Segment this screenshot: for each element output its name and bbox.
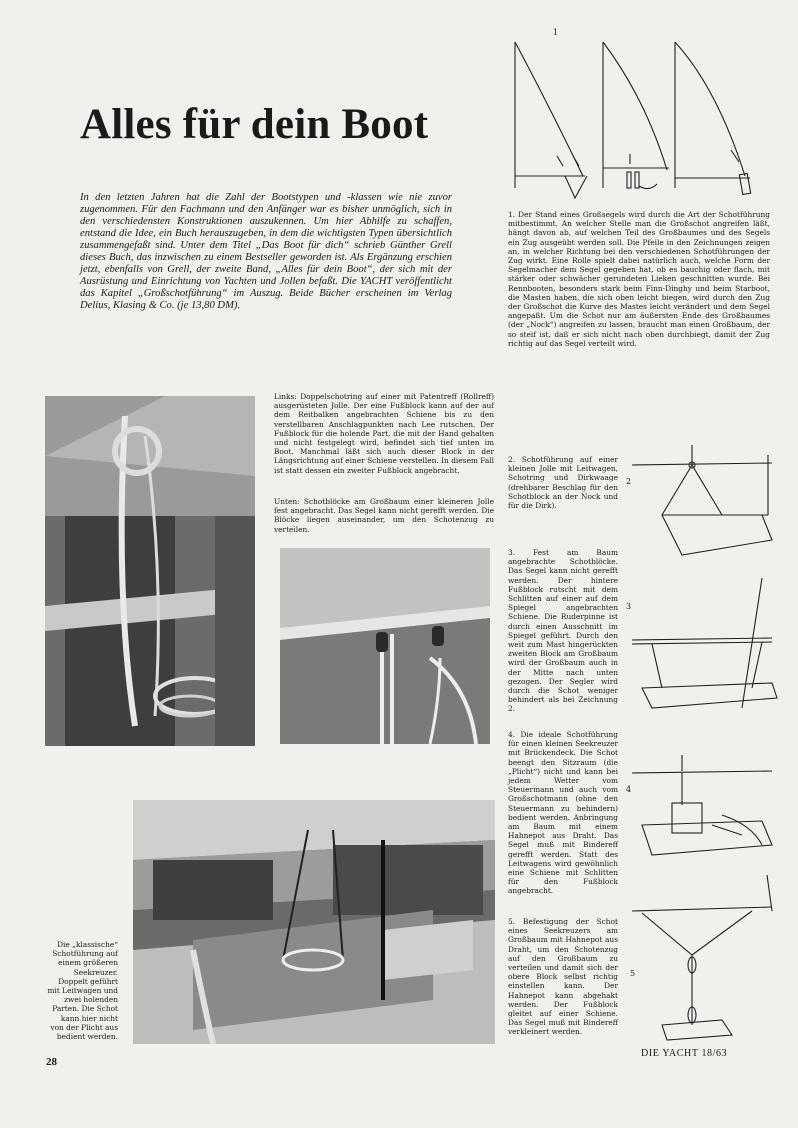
figure-2-number: 2 (626, 477, 632, 486)
figure-1-drawing (505, 28, 775, 208)
figure-3-caption: 3. Fest am Baum angebrachte Schotblöcke. Das Segel kann nicht gerefft werden. Der hintere Fußblock rutscht mit dem Schlitten auf einer auf dem Spiegel angebrachten Schiene. Die Ruderpinne ist durch einen Ausschnitt im Spiegel geführt. Durch den weit zum Mast hingerückten zweiten Block am Großbaum wird der Großbaum auch in der Mitte nach unten gezogen. Der Segler wird durch die Schot weniger behindert als bei Zeichnung 2. (508, 548, 618, 714)
figure-4-caption: 4. Die ideale Schotführung für einen kleinen Seekreuzer mit Brückendeck. Die Schot beengt den Sitzraum (die „Plicht“) nicht und kann bei jedem Wetter vom Steuermann und auch vom Großschotmann (ohne den Steuermann zu behindern) bedient werden. Anbringung am Baum mit einem Hahnepot aus Draht. Das Segel muß mit Bindereff gerefft werden. Statt des Leitwagens wird gewöhnlich eine Schiene mit Schlitten für den Fußblock angebracht. (508, 730, 618, 896)
figure-5-caption: 5. Befestigung der Schot eines Seekreuzers am Großbaum mit Hahnepot aus Draht, um den Schotenzug auf den Großbaum zu verteilen und damit sich der obere Block selbst richtig einstellen kann. Der Hahnepot kann abgehakt werden. Der Fußblock gleitet auf einer Schiene. Das Segel muß mit Bindereff verkleinert werden. (508, 917, 618, 1037)
figure-3-number: 3 (626, 602, 632, 611)
photo-boom-blocks (280, 548, 490, 744)
figure-5-drawing (622, 875, 782, 1045)
photo-left-caption: Links: Doppelschotring auf einer mit Patentreff (Rollreff) ausgerüsteten Jolle. Der eine Fußblock kann auf der auf dem Reitbalken angebrachten Schiene bis zu den verstellbaren Anschlagpunkten nach Lee rutschen. Der Fußblock für die holende Part, die mit der Hand gehalten und nicht festgelegt wird, befindet sich tief unten im Boot. Manchmal läßt sich auch dieser Block in der Längsrichtung auf einer Schiene verstellen. In diesem Fall ist statt dessen ein zweiter Fußblock angebracht. (274, 392, 494, 475)
page-footer: DIE YACHT 18/63 (641, 1048, 728, 1059)
photo-under-caption: Unten: Schotblöcke am Großbaum einer kleineren Jolle fest angebracht. Das Segel kann nicht gerefft werden. Die Blöcke liegen auseinander, um den Schotenzug zu verteilen. (274, 497, 494, 534)
figure-3-drawing (622, 578, 782, 723)
figure-2-caption: 2. Schotführung auf einer kleinen Jolle mit Leitwagen, Schotring und Dirkwaage (drehbarer Beschlag für den Schotblock an der Nock und für die Dirk). (508, 455, 618, 511)
figure-4-number: 4 (626, 785, 632, 794)
photo-bottom-caption: Die „klassische“ Schotführung auf einem größeren Seekreuzer. Doppelt geführt mit Leitwagen und zwei holenden Parten. Die Schot kann hier nicht von der Plicht aus bedient werden. (47, 940, 118, 1042)
figure-1-number: 1 (553, 28, 559, 37)
figure-5-number: 5 (630, 969, 636, 978)
figure-2-drawing (622, 445, 782, 570)
photo-classic-sheet-cruiser (133, 800, 495, 1044)
figure-1-caption: 1. Der Stand eines Großsegels wird durch die Art der Schotführung mitbestimmt. An welcher Stelle man die Großschot angreifen läßt, hängt davon ab, auf welchen Teil des Großbaumes und des Segels ein Zug ausgeübt werden soll. Die Pfeile in den Zeichnungen zeigen an, in welcher Richtung bei den verschiedenen Schotführungen der Zug wirkt. Eine Rolle spielt dabei natürlich auch, welche Form der Segelmacher dem Segel gegeben hat, ob es bauchig oder flach, mit stärker oder schwächer gerundeten Lieken geschnitten wurde. Bei Rennbooten, besonders stark beim Finn-Dinghy und beim Starboot, die Masten haben, die sich oben leicht biegen, wird durch den Zug der Großschot die Kurve des Mastes leicht verändert und dem Segel angepaßt. Um die Schot nur am äußersten Ende des Großbaumes (der „Nock“) angreifen zu lassen, braucht man einen Großbaum, der so steif ist, daß er sich nicht nach oben durchbiegt, damit der Zug richtig auf das Segel verteilt wird. (508, 210, 770, 348)
page-number: 28 (46, 1056, 57, 1068)
photo-double-sheet-ring (45, 396, 255, 746)
sail-diagrams (505, 28, 775, 208)
article-title: Alles für dein Boot (80, 101, 429, 148)
article-intro: In den letzten Jahren hat die Zahl der Bootstypen und -klassen wie nie zuvor zugenommen. Für den Fachmann und den Anfänger war es bisher unmöglich, sich in den verschiedensten Konstruktionen auszukennen. Um hier Abhilfe zu schaffen, entstand die Idee, ein Buch herauszugeben, in dem die wichtigsten Typen übersichtlich zusammengefaßt sind. Unter dem Titel „Das Boot für dich“ schrieb Günther Grell dieses Buch, das inzwischen zu einem Bestseller geworden ist. Als Ergänzung erschien jetzt, ebenfalls von Grell, der zweite Band, „Alles für dein Boot“, der sich mit der Ausrüstung und Einrichtung von Yachten und Jollen befaßt. Die YACHT veröffentlicht das Kapitel „Großschotführung“ im Auszug. Beide Bücher erscheinen im Verlag Delius, Klasing & Co. (je 13,80 DM). (80, 192, 452, 311)
figure-4-drawing (622, 755, 782, 870)
